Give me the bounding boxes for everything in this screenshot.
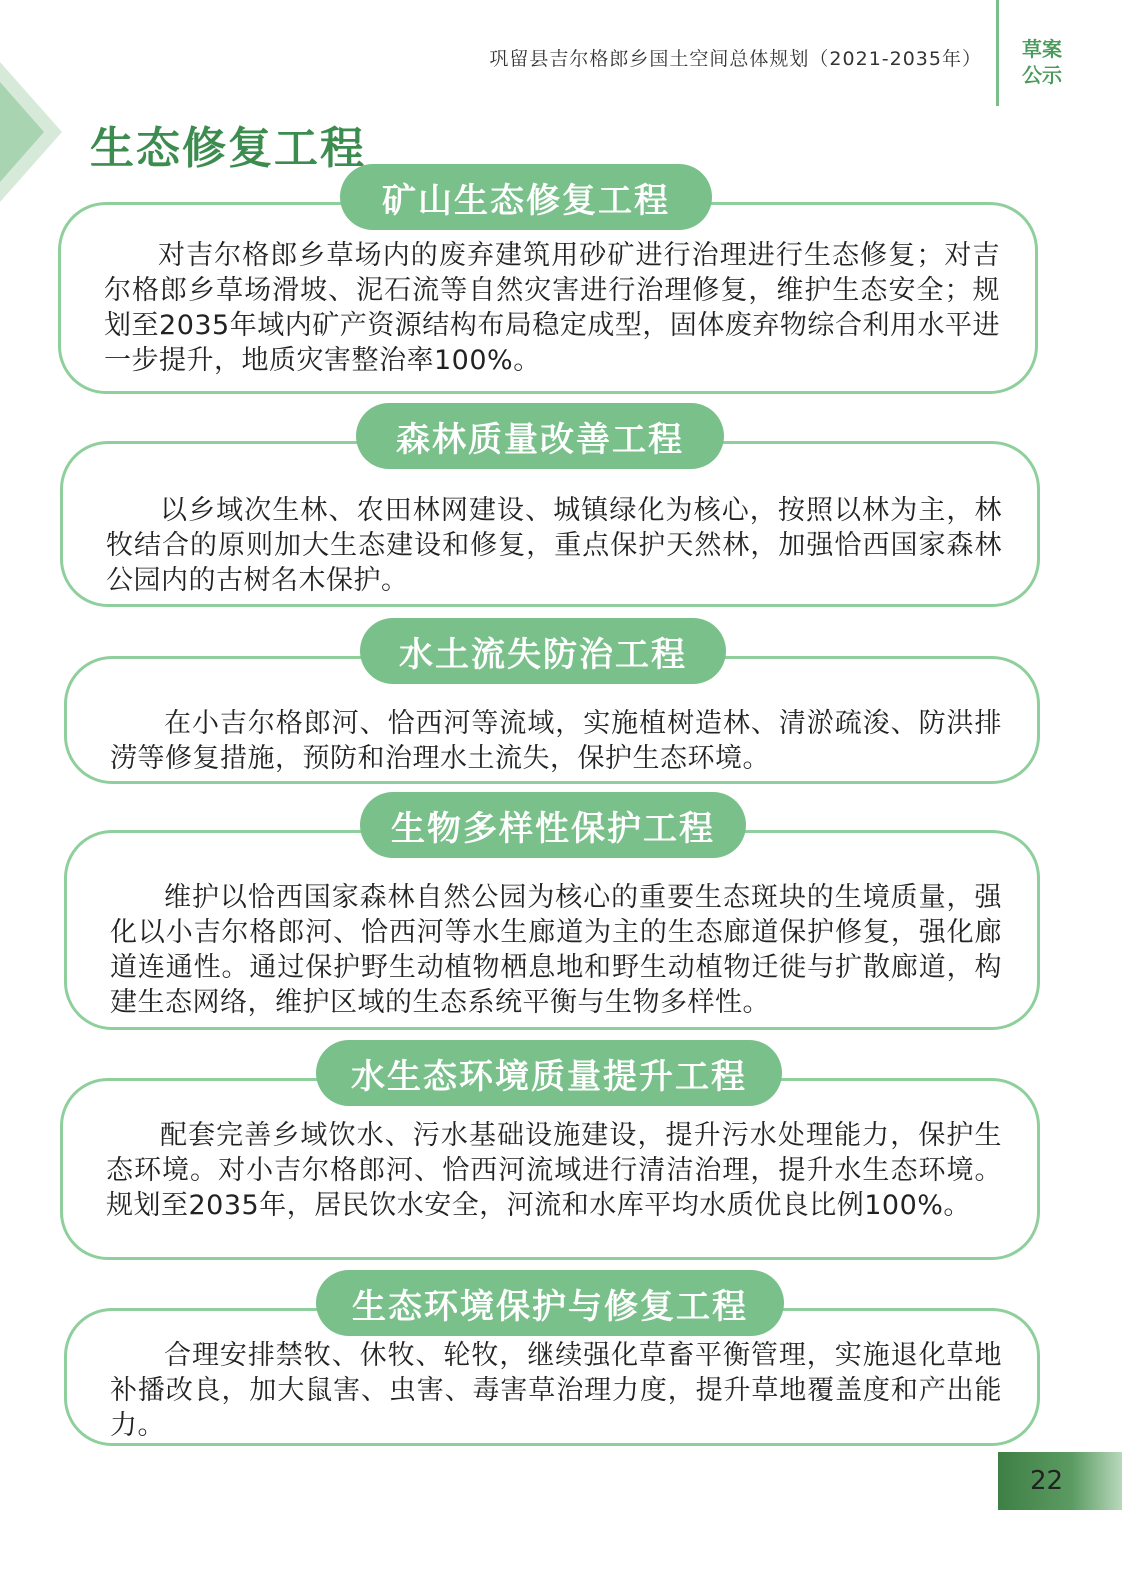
header-divider [996, 0, 999, 106]
draft-tag [1012, 36, 1072, 88]
section-forest-quality [60, 403, 1040, 607]
section-eco-environment [64, 1270, 1040, 1446]
document-header-title: 巩留县吉尔格郎乡国土空间总体规划（2021-2035年） [489, 48, 982, 70]
draft-tag-line2: 公示 [1022, 63, 1062, 87]
section-title: 生物多样性保护工程 [360, 792, 746, 858]
section-soil-erosion [64, 618, 1040, 784]
section-biodiversity [64, 792, 1040, 1030]
section-text: 对吉尔格郎乡草场内的废弃建筑用砂矿进行治理进行生态修复；对吉尔格郎乡草场滑坡、泥石流等自然灾害进行治理修复，维护生态安全；规划至2035年域内矿产资源结构布局稳定成型，固体废弃物综合利用水平进一步提升，地质灾害整治率100%。 [104, 240, 1000, 376]
section-water-ecology [60, 1040, 1040, 1260]
section-title: 森林质量改善工程 [356, 403, 724, 469]
page-number: 22 [998, 1452, 1122, 1510]
section-title: 水生态环境质量提升工程 [316, 1040, 782, 1106]
section-text: 以乡域次生林、农田林网建设、城镇绿化为核心，按照以林为主，林牧结合的原则加大生态建设和修复，重点保护天然林，加强恰西国家森林公园内的古树名木保护。 [106, 495, 1002, 596]
section-title: 生态环境保护与修复工程 [316, 1270, 784, 1336]
section-text: 合理安排禁牧、休牧、轮牧，继续强化草畜平衡管理，实施退化草地补播改良，加大鼠害、虫害、毒害草治理力度，提升草地覆盖度和产出能力。 [110, 1340, 1002, 1441]
section-mine-restoration [58, 164, 1038, 394]
section-text: 维护以恰西国家森林自然公园为核心的重要生态斑块的生境质量，强化以小吉尔格郎河、恰西河等水生廊道为主的生态廊道保护修复，强化廊道连通性。通过保护野生动植物栖息地和野生动植物迁徙与扩散廊道，构建生态网络，维护区域的生态系统平衡与生物多样性。 [110, 882, 1002, 1018]
section-text: 在小吉尔格郎河、恰西河等流域，实施植树造林、清淤疏浚、防洪排涝等修复措施，预防和治理水土流失，保护生态环境。 [110, 708, 1002, 774]
section-text: 配套完善乡域饮水、污水基础设施建设，提升污水处理能力，保护生态环境。对小吉尔格郎河、恰西河流域进行清洁治理，提升水生态环境。规划至2035年，居民饮水安全，河流和水库平均水质优良比例100%。 [106, 1120, 1002, 1221]
section-title: 矿山生态修复工程 [340, 164, 712, 230]
draft-tag-line1: 草案 [1022, 37, 1062, 61]
page-title: 生态修复工程 [90, 123, 366, 174]
section-title: 水土流失防治工程 [360, 618, 726, 684]
